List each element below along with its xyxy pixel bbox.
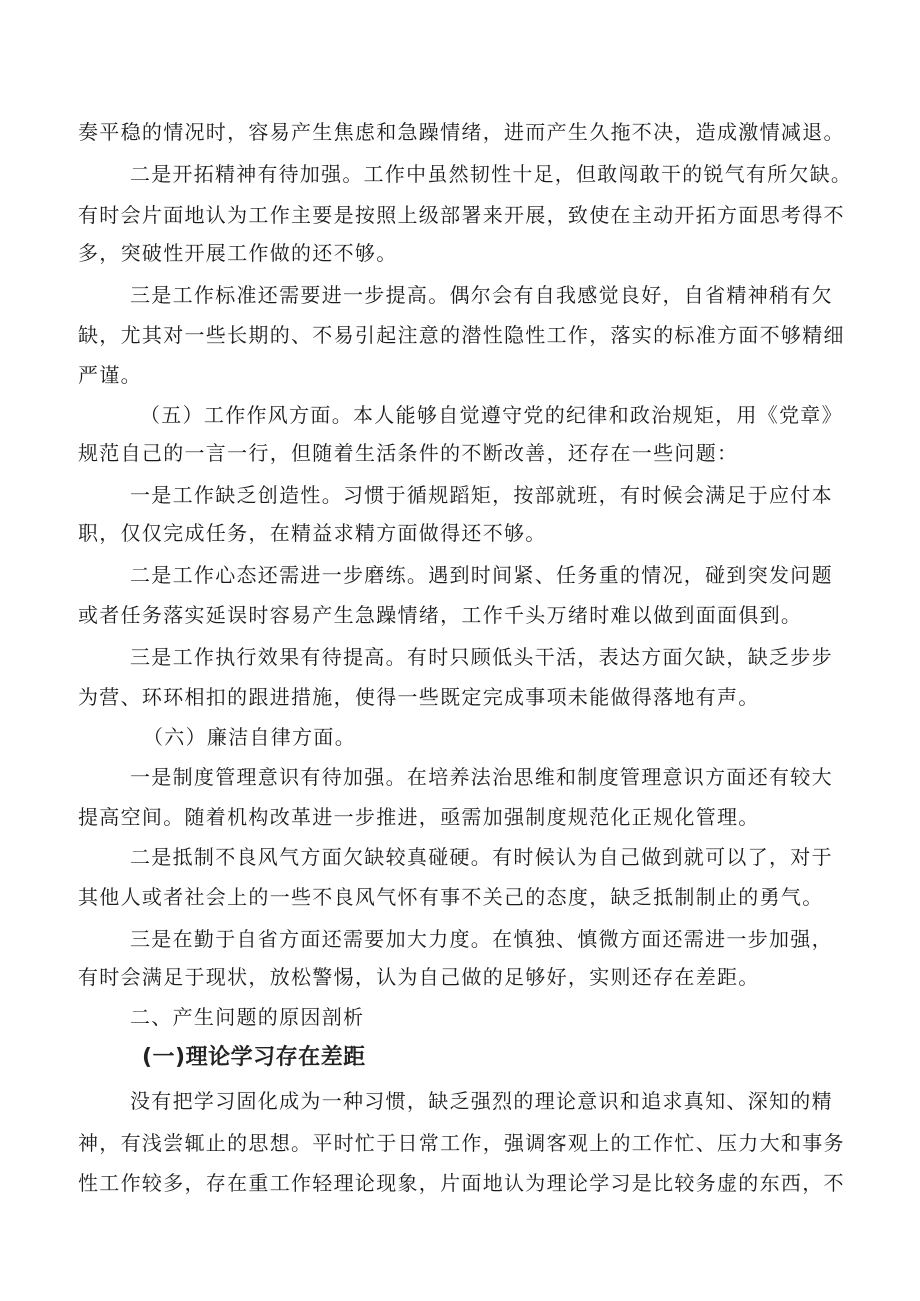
- section-heading-six: （六）廉洁自律方面。: [143, 725, 356, 749]
- section-heading-five: （五）工作作风方面。本人能够自觉遵守党的纪律和政治规矩，用《党章》: [140, 403, 843, 427]
- text-line: 严谨。: [78, 363, 142, 387]
- text-line: 三是工作执行效果有待提高。有时只顾低头干活，表达方面欠缺，缺乏步步: [130, 645, 833, 669]
- subsection-heading: (一)理论学习存在差距: [142, 1045, 366, 1070]
- text-line: 为营、环环相扣的跟进措施，使得一些既定完成事项未能做得落地有声。: [78, 685, 760, 709]
- text-line: 一是制度管理意识有待加强。在培养法治思维和制度管理意识方面还有较大: [130, 765, 833, 789]
- text-line: 二是工作心态还需进一步磨练。遇到时间紧、任务重的情况，碰到突发问题: [130, 563, 833, 587]
- text-line: 其他人或者社会上的一些不良风气怀有事不关己的态度，缺乏抵制制止的勇气。: [78, 885, 824, 909]
- text-line: 有时会片面地认为工作主要是按照上级部署来开展，致使在主动开拓方面思考得不: [78, 203, 845, 227]
- text-line: 性工作较多，存在重工作轻理论现象，片面地认为理论学习是比较务虚的东西，不: [78, 1171, 845, 1195]
- text-line: 二是抵制不良风气方面欠缺较真碰硬。有时候认为自己做到就可以了，对于: [130, 845, 833, 869]
- text-line: 规范自己的一言一行，但随着生活条件的不断改善，还存在一些问题：: [78, 441, 739, 465]
- text-line: 多，突破性开展工作做的还不够。: [78, 241, 398, 265]
- text-line: 或者任务落实延误时容易产生急躁情绪，工作千头万绪时难以做到面面俱到。: [78, 603, 803, 627]
- text-line: 奏平稳的情况时，容易产生焦虑和急躁情绪，进而产生久拖不决，造成激情减退。: [78, 120, 845, 144]
- text-line: 缺，尤其对一些长期的、不易引起注意的潜性隐性工作，落实的标准方面不够精细: [78, 323, 845, 347]
- text-line: 三是在勤于自省方面还需要加大力度。在慎独、慎微方面还需进一步加强，: [130, 927, 833, 951]
- text-line: 二是开拓精神有待加强。工作中虽然韧性十足，但敢闯敢干的锐气有所欠缺。: [130, 162, 853, 186]
- chapter-heading: 二、产生问题的原因剖析: [130, 1005, 365, 1029]
- text-line: 神，有浅尝辄止的思想。平时忙于日常工作，强调客观上的工作忙、压力大和事务: [78, 1131, 845, 1155]
- text-line: 有时会满足于现状，放松警惕，认为自己做的足够好，实则还存在差距。: [78, 965, 760, 989]
- text-line: 职，仅仅完成任务，在精益求精方面做得还不够。: [78, 521, 547, 545]
- text-line: 提高空间。随着机构改革进一步推进，亟需加强制度规范化正规化管理。: [78, 805, 760, 829]
- text-line: 没有把学习固化成为一种习惯，缺乏强烈的理论意识和追求真知、深知的精: [130, 1089, 833, 1113]
- text-line: 一是工作缺乏创造性。习惯于循规蹈矩，按部就班，有时候会满足于应付本: [130, 483, 833, 507]
- text-line: 三是工作标准还需要进一步提高。偶尔会有自我感觉良好，自省精神稍有欠: [130, 283, 833, 307]
